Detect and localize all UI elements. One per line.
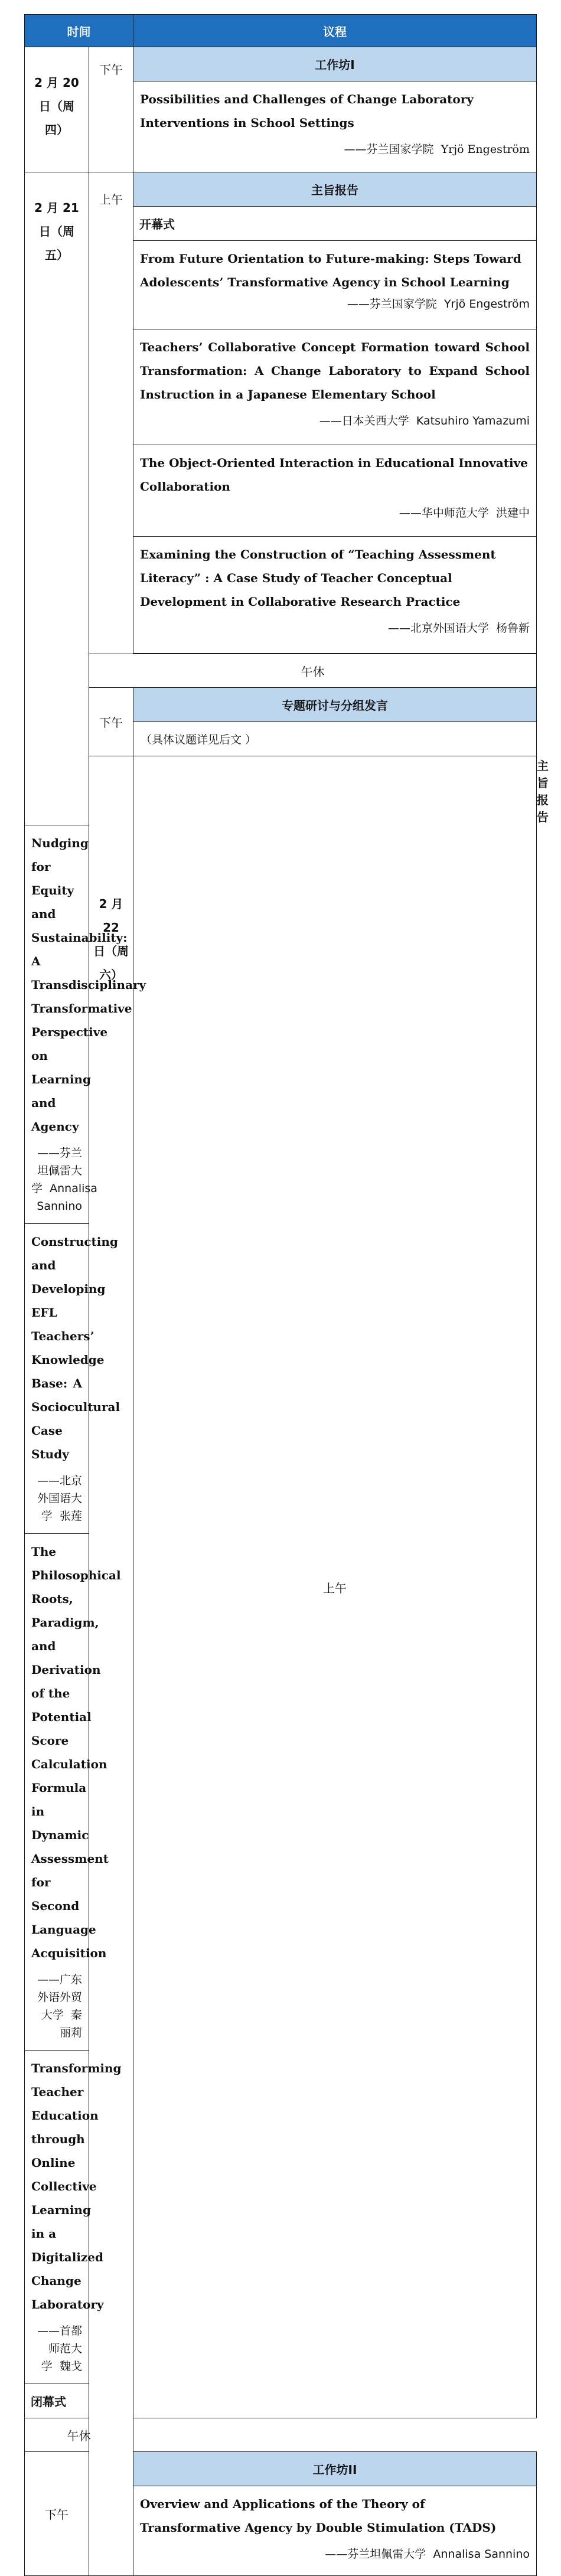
period-day2-am: 上午 bbox=[89, 172, 133, 654]
header-row bbox=[25, 15, 537, 47]
dash: —— bbox=[37, 1474, 60, 1487]
talk-speaker-line bbox=[140, 412, 530, 430]
talk-speaker: 魏戈 bbox=[59, 2360, 82, 2373]
dash: —— bbox=[37, 1147, 60, 1160]
panel-note: （具体议题详见后文 ） bbox=[133, 722, 537, 756]
talk-title: Possibilities and Challenges of Change Laboratory Interventions in School Settings bbox=[140, 92, 474, 130]
dash: —— bbox=[347, 298, 370, 311]
period-day3-pm: 下午 bbox=[25, 2452, 89, 2576]
talk-cell bbox=[133, 241, 537, 329]
section-workshop-2: 工作坊II bbox=[133, 2452, 537, 2486]
section-keynote-day2: 主旨报告 bbox=[133, 172, 537, 207]
talk-speaker-line bbox=[140, 141, 530, 158]
talk-speaker-line bbox=[140, 2545, 530, 2563]
date-line: 2 月 20 bbox=[34, 76, 79, 90]
date-line: 四） bbox=[45, 123, 69, 137]
talk-speaker: 洪建中 bbox=[495, 507, 530, 520]
talk-speaker: Annalisa Sannino bbox=[37, 1182, 97, 1213]
date-line: 五） bbox=[45, 248, 69, 262]
talk-cell bbox=[25, 1534, 121, 2051]
date-cell-day1 bbox=[25, 47, 89, 172]
talk-cell bbox=[25, 1224, 120, 1534]
opening-ceremony: 开幕式 bbox=[133, 207, 537, 241]
date-cell-day2 bbox=[25, 172, 89, 825]
talk-title: Teachers’ Collaborative Concept Formation toward School Transformation: A Change Laboratory to Expand School Instruction in a Japanese Elementary School bbox=[140, 340, 530, 401]
period-day2-pm: 下午 bbox=[89, 688, 133, 756]
agenda-table bbox=[24, 14, 549, 2576]
talk-speaker-line bbox=[31, 1472, 82, 1525]
closing-ceremony: 闭幕式 bbox=[25, 2384, 89, 2418]
section-workshop-1: 工作坊I bbox=[133, 47, 537, 81]
period-day1-pm: 下午 bbox=[89, 47, 133, 172]
talk-speaker-line bbox=[140, 619, 530, 637]
talk-speaker-line bbox=[31, 1971, 82, 2042]
talk-title: From Future Orientation to Future-making: Steps Toward Adolescents’ Transformative Agency in School Learning bbox=[140, 252, 521, 289]
talk-cell bbox=[133, 537, 537, 654]
talk-affiliation: 芬兰国家学院 bbox=[369, 298, 437, 311]
talk-speaker-line bbox=[140, 504, 530, 522]
talk-speaker: Katsuhiro Yamazumi bbox=[416, 414, 530, 427]
talk-speaker: 秦丽莉 bbox=[59, 2009, 82, 2039]
day3-keynote-row: 2 月 22 日（周 六） 上午 主旨报告 bbox=[25, 756, 537, 825]
talk-speaker-line bbox=[31, 1144, 97, 1215]
talk-speaker: Annalisa Sannino bbox=[433, 2548, 530, 2561]
header-agenda: 议程 bbox=[133, 15, 537, 47]
dash: —— bbox=[319, 414, 342, 427]
date-line: 日（周 bbox=[93, 944, 129, 958]
talk-title: Nudging for Equity and Sustainability: A Transdisciplinary Transformative Perspective on Learning and Agency bbox=[31, 836, 146, 1134]
talk-title: Constructing and Developing EFL Teachers’ Knowledge Base: A Sociocultural Case Study bbox=[31, 1235, 120, 1461]
period-day3-am: 上午 bbox=[133, 756, 537, 2418]
talk-speaker: 张莲 bbox=[59, 1510, 82, 1523]
talk-cell bbox=[133, 81, 537, 172]
date-line: 日（周 bbox=[39, 99, 74, 113]
talk-affiliation: 芬兰坦佩雷大学 bbox=[347, 2548, 426, 2561]
day1-section-row bbox=[25, 47, 537, 81]
header-time: 时间 bbox=[25, 15, 133, 47]
section-panel: 专题研讨与分组发言 bbox=[133, 688, 537, 722]
talk-speaker: Yrjö Engeström bbox=[441, 143, 530, 156]
talk-speaker: 杨鲁新 bbox=[495, 622, 530, 635]
talk-title: Transforming Teacher Education through Online Collective Learning in a Digitalized Change Laboratory bbox=[31, 2061, 122, 2311]
talk-cell bbox=[133, 2486, 537, 2576]
day2-keynote-row bbox=[25, 172, 537, 207]
talk-title: The Philosophical Roots, Paradigm, and Derivation of the Potential Score Calculation Formula in Dynamic Assessment for Second Language Acquisition bbox=[31, 1545, 121, 1960]
talk-title: Examining the Construction of “Teaching Assessment Literacy” : A Case Study of Teacher Conceptual Development in Collaborative Research Practice bbox=[140, 547, 496, 609]
dash: —— bbox=[37, 2324, 60, 2337]
talk-affiliation: 芬兰坦佩雷大学 bbox=[31, 1147, 82, 1195]
talk-cell bbox=[25, 2051, 122, 2384]
talk-title: Overview and Applications of the Theory of Transformative Agency by Double Stimulation (TADS) bbox=[140, 2497, 497, 2535]
talk-speaker: Yrjö Engeström bbox=[443, 298, 530, 311]
lunch-break-day2: 午休 bbox=[89, 654, 537, 688]
talk-affiliation: 广东外语外贸大学 bbox=[37, 1973, 82, 2022]
date-line: 六） bbox=[99, 968, 123, 982]
lunch-break-day3: 午休 bbox=[25, 2418, 133, 2452]
talk-affiliation: 芬兰国家学院 bbox=[366, 143, 434, 156]
talk-cell bbox=[133, 445, 537, 537]
dash: —— bbox=[387, 622, 410, 635]
talk-affiliation: 首都师范大学 bbox=[41, 2324, 82, 2373]
date-line: 2 月 21 bbox=[34, 201, 79, 215]
dash: —— bbox=[37, 1973, 60, 1986]
talk-affiliation: 北京外国语大学 bbox=[37, 1474, 82, 1523]
date-line: 日（周 bbox=[39, 224, 74, 239]
talk-affiliation: 北京外国语大学 bbox=[410, 622, 489, 635]
talk-affiliation: 日本关西大学 bbox=[341, 414, 409, 427]
talk-title: The Object-Oriented Interaction in Educational Innovative Collaboration bbox=[140, 456, 528, 494]
dash: —— bbox=[325, 2548, 348, 2561]
talk-speaker-line bbox=[31, 2322, 82, 2375]
date-line: 2 月 22 bbox=[99, 897, 123, 935]
dash: —— bbox=[344, 143, 367, 156]
talk-cell bbox=[133, 329, 537, 445]
dash: —— bbox=[399, 507, 422, 520]
talk-speaker-line bbox=[140, 295, 530, 313]
talk-affiliation: 华中师范大学 bbox=[421, 507, 489, 520]
